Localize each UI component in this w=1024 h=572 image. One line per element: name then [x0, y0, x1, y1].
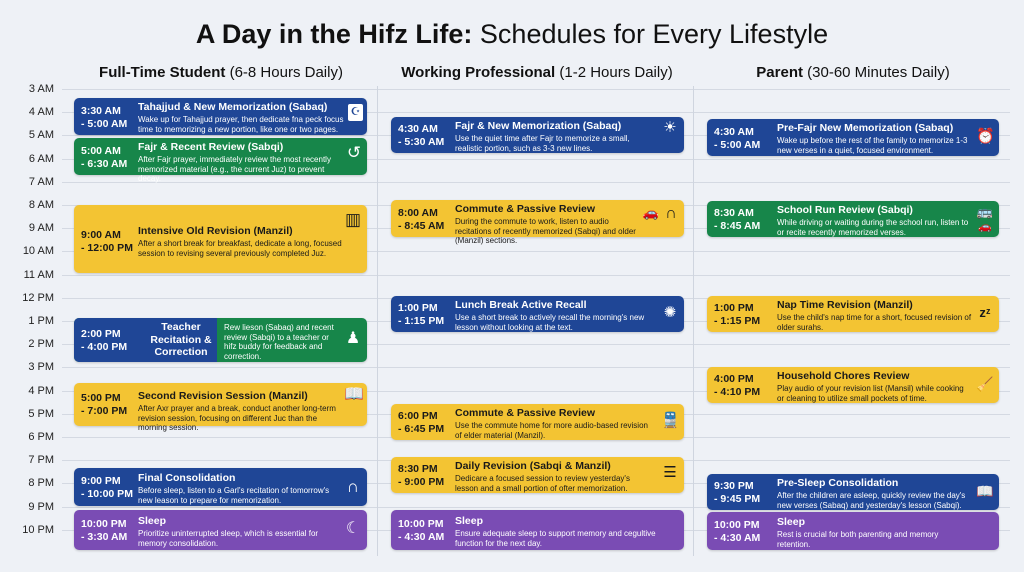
card-title: Sleep: [138, 515, 167, 527]
card-title: Household Chores Review: [777, 370, 910, 382]
card-time: 4:00 PM - 4:10 PM: [714, 373, 761, 398]
card-title: Intensive Old Revision (Manzil): [138, 225, 293, 237]
pro-card-commute-review: [391, 200, 684, 245]
hour-label: 2 PM: [28, 338, 54, 351]
book-bed-icon: 📖: [976, 483, 994, 499]
hour-label: 1 PM: [28, 315, 54, 327]
school-bus-icon: 🚌: [976, 204, 994, 219]
card-title: Fajr & Recent Review (Sabqi): [138, 141, 284, 153]
card-time: 8:30 AM - 8:45 AM: [714, 207, 761, 232]
parent-card-nap-time: [707, 296, 999, 332]
alarm-clock-icon: ⏰: [976, 128, 995, 145]
hour-label: 8 AM: [28, 199, 54, 211]
hour-gridline: [62, 89, 1010, 90]
card-description: After a short break for breakfast, dedicate a long, focused session to revising several previously completed Juz.: [138, 239, 342, 258]
hour-label: 12 PM: [22, 291, 54, 304]
card-title: Second Revision Session (Manzil): [138, 390, 308, 402]
hour-label: 8 PM: [28, 477, 54, 490]
card-title: Fajr & New Memorization (Sabaq): [455, 120, 622, 132]
card-time: 3:30 AM - 5:00 AM: [81, 105, 128, 130]
card-time: 2:00 PM - 4:00 PM: [81, 328, 128, 353]
crib-icon: zᶻ: [979, 305, 991, 320]
hour-label: 6 PM: [28, 431, 54, 443]
card-title: Final Consolidation: [138, 472, 236, 484]
card-description: Wake up for Tahajjud prayer, then dedicate fna peck focus time to memorizing a new portion, like one or two pages.: [138, 115, 344, 134]
pro-card-lunch-recall: [391, 296, 684, 332]
hour-label: 4 AM: [28, 106, 54, 119]
card-time: 5:00 PM - 7:00 PM: [81, 392, 128, 417]
card-time: 10:00 PM - 4:30 AM: [398, 518, 445, 543]
card-time: 4:30 AM - 5:30 AM: [398, 123, 445, 148]
page-title: A Day in the Hifz Life: Schedules for Every Lifestyle: [195, 19, 829, 49]
card-description: While driving or waiting during the school run, listen to or recite recently memorized verses.: [777, 218, 969, 237]
card-time: 9:00 AM - 12:00 PM: [81, 229, 133, 254]
hour-label: 7 AM: [28, 175, 54, 188]
hour-label: 7 PM: [28, 454, 54, 467]
card-time: 8:30 PM - 9:00 PM: [398, 463, 445, 488]
card-description: Use the child's nap time for a short, focused revision of older surahs.: [777, 313, 972, 332]
car-icon: 🚗: [978, 221, 992, 233]
checklist-icon: ☰: [663, 464, 677, 481]
card-time: 1:00 PM - 1:15 PM: [398, 302, 445, 327]
hour-gridline: [62, 275, 1010, 276]
student-card-teacher-recitation: [74, 318, 367, 362]
card-description: After Axr prayer and a break, conduct another long-term revision session, focusing on different Juc than the morning session.: [138, 404, 336, 432]
hour-label: 10 AM: [22, 245, 54, 258]
column-header-student: Full-Time Student (6-8 Hours Daily): [99, 64, 343, 81]
card-title: Nap Time Revision (Manzil): [777, 299, 913, 311]
column-header-professional: Working Professional (1-2 Hours Daily): [401, 64, 673, 81]
hour-label: 4 PM: [28, 384, 54, 397]
card-title: Lunch Break Active Recall: [455, 299, 587, 311]
lightbulb-icon: ✺: [663, 304, 677, 321]
card-description: After the children are asleep, quickly review the day's new verses (Sabaq) and yesterday's lesson (Sabqi).: [777, 491, 966, 510]
card-time: 1:00 PM - 1:15 PM: [714, 302, 761, 327]
pro-card-fajr-memorization: [391, 117, 684, 153]
pro-card-sleep: [391, 510, 684, 550]
parent-card-prefajr-memorization: [707, 119, 999, 156]
card-title: Sleep: [455, 515, 484, 527]
card-title: Pre-Sleep Consolidation: [777, 477, 899, 489]
card-description: After Fajr prayer, immediately review the most recently memorized material (e.g., the current Juz) to prevent decay.: [138, 155, 331, 183]
column-divider: [693, 86, 694, 556]
teacher-icon: ♟: [345, 330, 361, 347]
train-icon: 🚆: [661, 412, 680, 429]
card-time: 6:00 PM - 6:45 PM: [398, 410, 445, 435]
card-description: During the commute to work, listen to audio recitations of recently memorized (Sabqi) and older (Manzil) sections.: [455, 217, 636, 245]
column-divider: [377, 86, 378, 556]
card-description: Rest is crucial for both parenting and memory retention.: [777, 530, 939, 549]
card-time: 9:30 PM - 9:45 PM: [714, 480, 761, 505]
hour-label: 9 AM: [28, 222, 54, 235]
hour-label: 5 AM: [28, 129, 54, 142]
hour-label: 3 AM: [28, 83, 54, 95]
card-description: Ensure adequate sleep to support memory and cegultive function for the next day.: [455, 529, 656, 548]
card-description: Wake up before the rest of the family to memorize 1-3 new verses in a quiet, focused environment.: [777, 136, 968, 155]
student-card-fajr-review: [74, 138, 367, 183]
card-title: Teacher Recitation & Correction: [150, 321, 212, 358]
card-time: 5:00 AM - 6:30 AM: [81, 145, 128, 170]
card-description: Rew lieson (Sabaq) and recent review (Sabqi) to a teacher or hifz buddy for feedback and correction.: [224, 323, 334, 361]
card-description: Use a short break to actively recall the morning's new lesson without looking at the text.: [455, 313, 645, 332]
student-card-tahajjud: [74, 98, 367, 135]
card-time: 10:00 PM - 3:30 AM: [81, 518, 128, 543]
column-header-parent: Parent (30-60 Minutes Daily): [756, 64, 950, 81]
card-time: 10:00 PM - 4:30 AM: [714, 519, 761, 544]
card-time: 4:30 AM - 5:00 AM: [714, 126, 761, 151]
student-card-intensive-revision: [74, 205, 367, 273]
card-title: Pre-Fajr New Memorization (Sabaq): [777, 122, 954, 134]
card-title: Sleep: [777, 516, 806, 528]
parent-card-presleep: [707, 474, 999, 510]
card-description: Before sleep, listen to a Garl's recitation of tomorrow's new leason to prepare for memorization.: [138, 486, 330, 505]
sunrise-icon: ☀: [663, 119, 677, 136]
book-icon: ☪: [348, 104, 363, 121]
headphones-icon: ∩: [665, 205, 677, 222]
pro-card-commute-home: [391, 404, 684, 440]
card-time: 8:00 AM - 8:45 AM: [398, 207, 445, 232]
student-card-second-revision: [74, 383, 367, 432]
hour-label: 5 PM: [28, 407, 54, 420]
card-title: School Run Review (Sabqi): [777, 204, 913, 216]
card-description: Use the quiet time after Fajr to memorize a small, realistic portion, such as 3-3 new lines.: [455, 134, 630, 153]
headphones-icon: ∩: [346, 477, 360, 496]
card-title: Commute & Passive Review: [455, 203, 596, 215]
books-icon: ▥: [344, 210, 362, 229]
card-title: Commute & Passive Review: [455, 407, 596, 419]
hour-label: 3 PM: [28, 361, 54, 374]
history-icon: ↺: [346, 143, 362, 162]
open-book-icon: 📖: [344, 386, 364, 403]
card-description: Dedicare a focused session to review yesterday's lesson and a small portion of ofter memorization.: [455, 474, 630, 493]
hour-label: 11 AM: [23, 268, 54, 281]
card-description: Use the commute home for more audio-based revision of elder material (Manzil).: [455, 421, 648, 440]
student-card-sleep: [74, 510, 367, 550]
parent-card-sleep: [707, 512, 999, 550]
card-description: Play audio of your revision list (Mansil) while cooking or cleaning to utilize small pockets of time.: [777, 384, 964, 403]
hour-label: 6 AM: [28, 152, 54, 165]
hour-label: 9 PM: [28, 500, 54, 513]
parent-card-school-run: [707, 201, 999, 237]
hour-label: 10 PM: [22, 523, 54, 536]
car-icon: 🚗: [642, 205, 660, 220]
parent-card-household-chores: [707, 367, 999, 403]
student-card-final-consolidation: [74, 468, 367, 506]
card-title: Daily Revision (Sabqi & Manzil): [455, 460, 611, 472]
pro-card-daily-revision: [391, 457, 684, 493]
card-title: Tahajjud & New Memorization (Sabaq): [138, 101, 328, 113]
card-description: Prioritize uninterrupted sleep, which is essential for memory consolidation.: [138, 529, 319, 548]
broom-headphones-icon: 🧹: [976, 376, 994, 392]
moon-icon: ☾: [345, 520, 361, 537]
card-time: 9:00 PM - 10:00 PM: [81, 475, 133, 500]
